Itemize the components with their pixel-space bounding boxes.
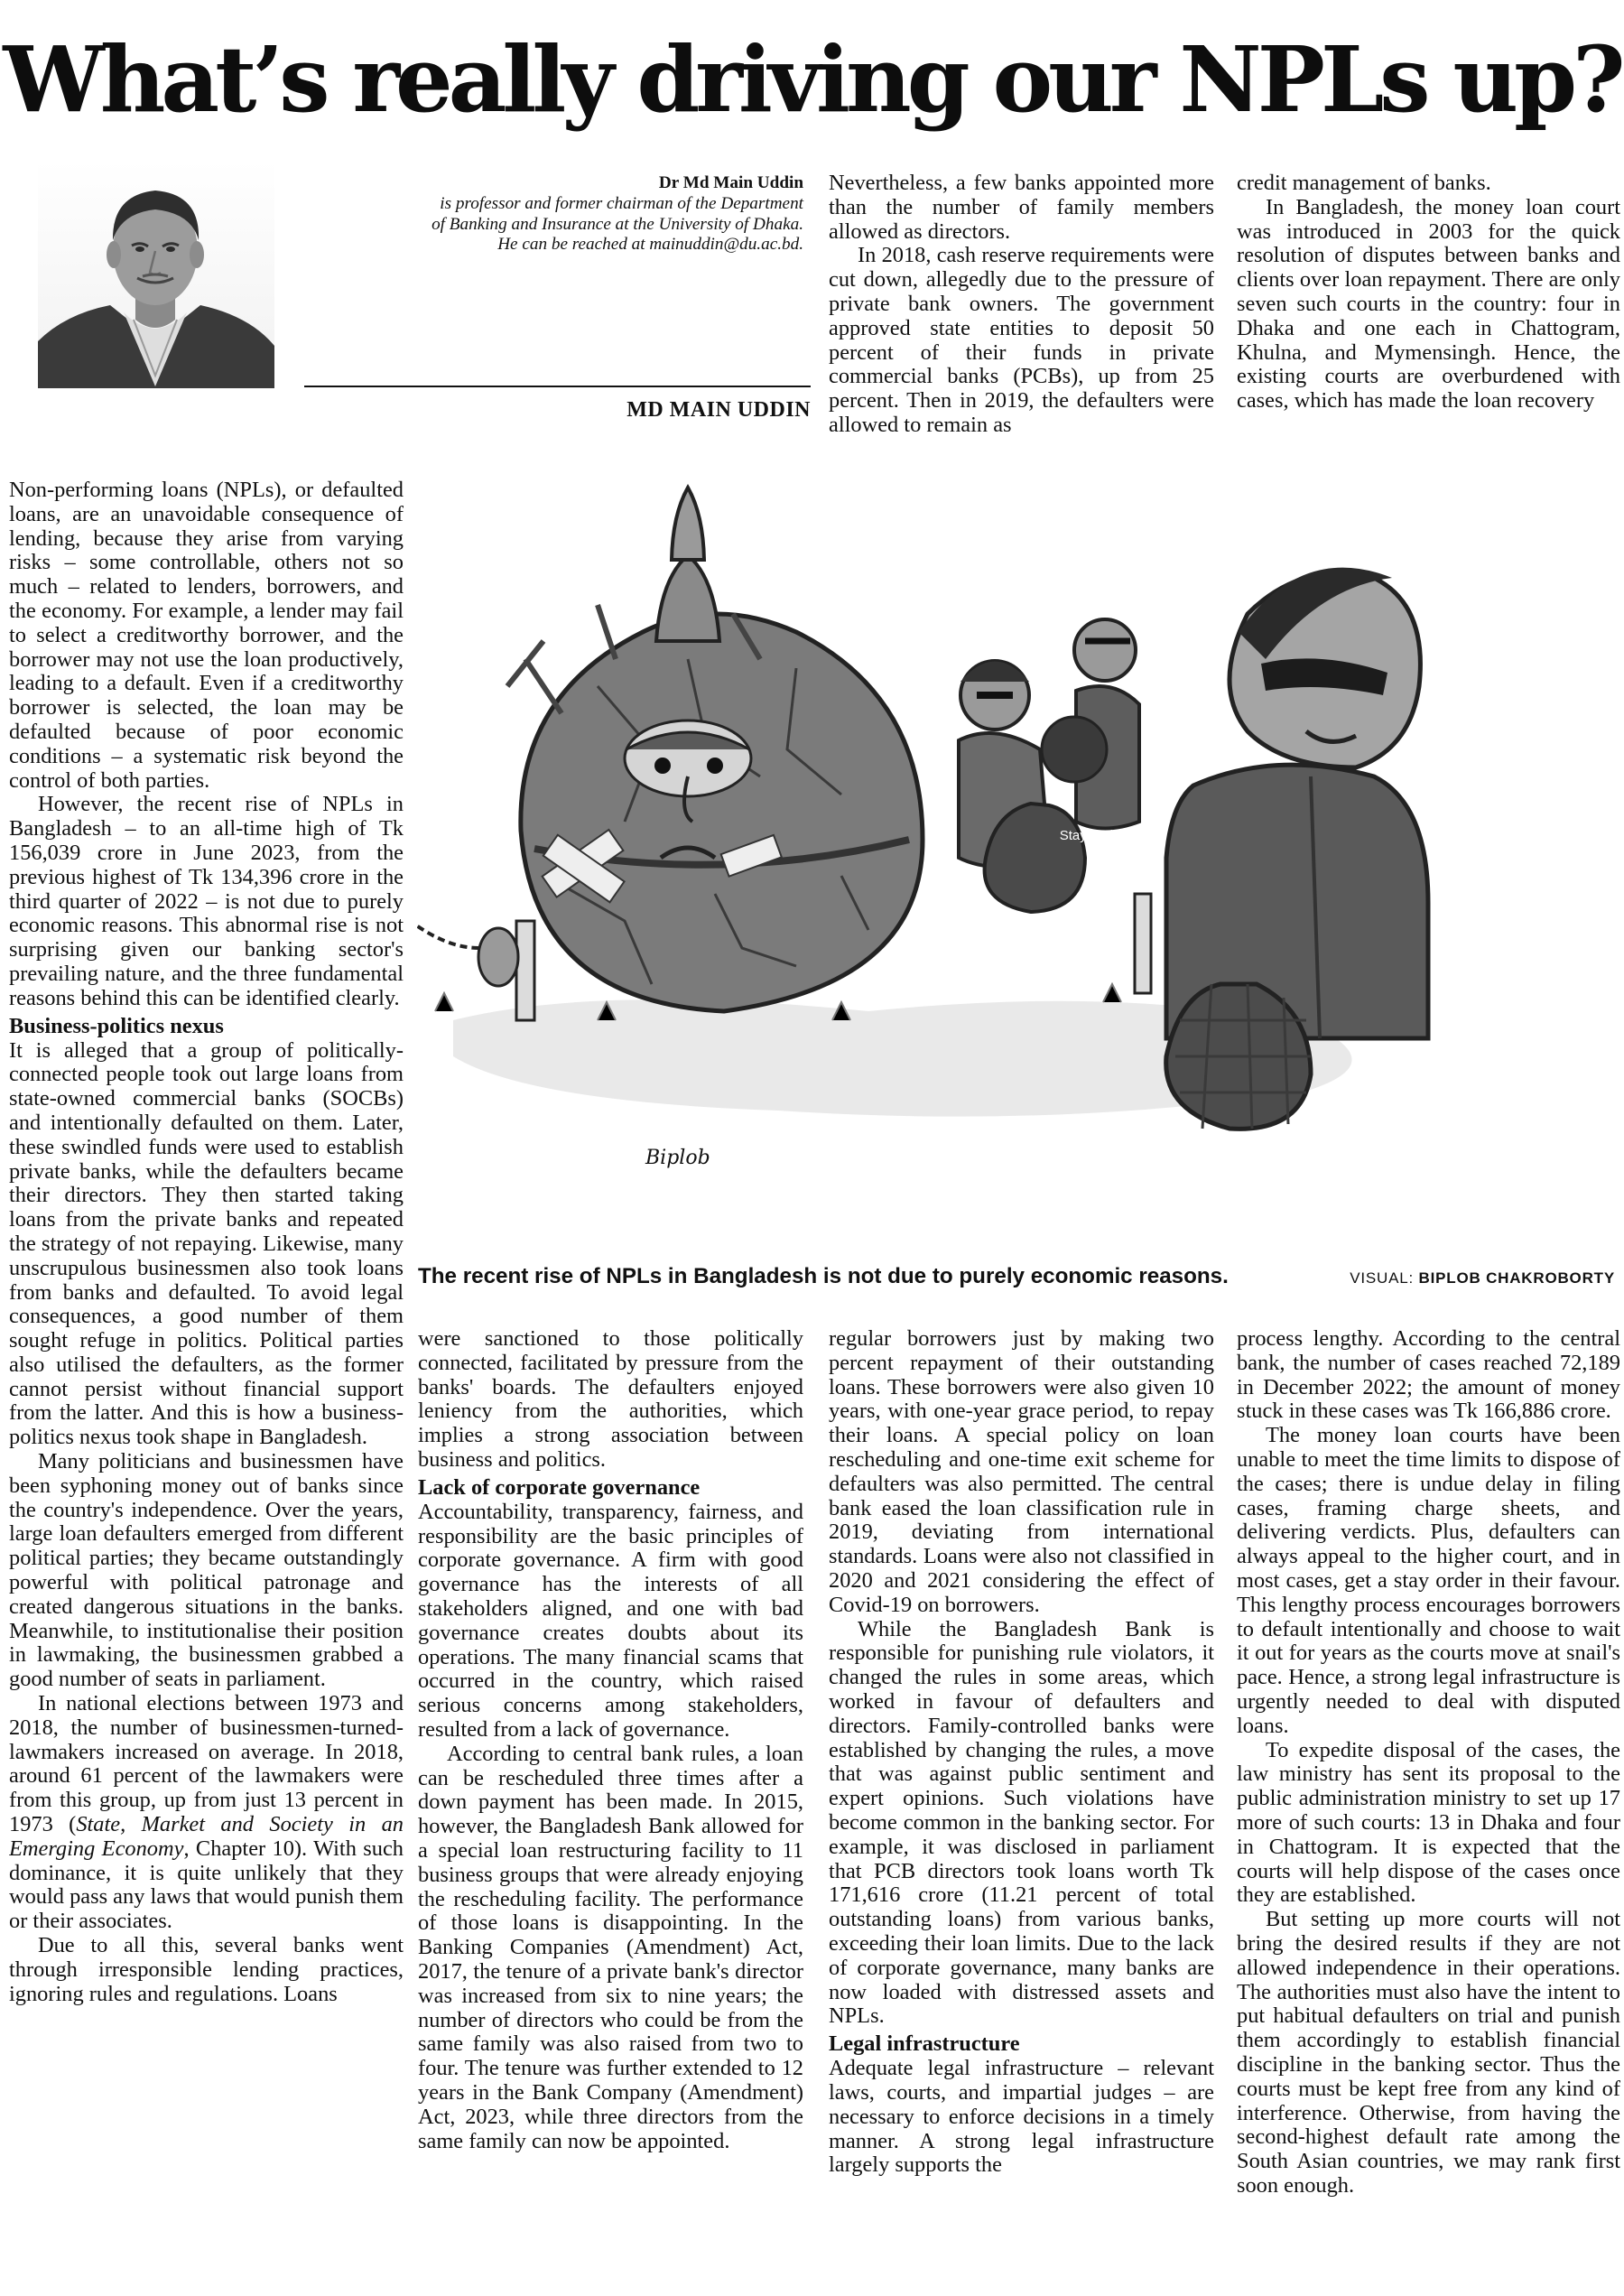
loan-defaulter-figure <box>1166 568 1428 1038</box>
artist-signature: Biplob <box>645 1147 710 1169</box>
illustration-caption: The recent rise of NPLs in Bangladesh is not due to purely economic reasons. <box>418 1264 1229 1288</box>
stay-order-figure <box>1042 619 1139 829</box>
label-stay-order: Stay Order <box>1059 828 1126 843</box>
author-bio <box>424 173 803 256</box>
col3-paragraph: While the Bangladesh Bank is responsible for punishing rule violators, it changed the rules in some areas, which worked in favour of defaulters and directors. Family-controlled banks were established by changing the rules, a move that was against public sentiment and expert opinions. Such violations have become common in the banking sector. For example, it was disclosed in parliament that PCB directors took loans worth Tk 171,616 crore (11.21 percent of total outstanding loans) from various banks, exceeding their loan limits. Due to the lack of corporate governance, many banks are now loaded with distressed assets and NPLs. <box>829 1616 1214 2029</box>
col4-paragraph: The money loan courts have been unable to meet the time limits to dispose of the cases; there is undue delay in filing cases, framing charge sheets, and delivering verdicts. Plus, defaulters can always appeal to the higher court, and in most cases, get a stay order in their favour. This lengthy process encourages borrowers to default intentionally and choose to wait it out for years as the courts move at snail's pace. Hence, a strong legal infrastructure is urgently needed to deal with disputed loans. <box>1237 1423 1620 1738</box>
col3-paragraph: In 2018, cash reserve requirements were cut down, allegedly due to the pressure of private bank owners. The government approved state entities to deposit 50 percent of their funds in private commercial banks (PCBs), up from 25 percent. Then in 2019, the defaulters were allowed to remain as <box>829 243 1214 437</box>
col2-paragraph: Accountability, transparency, fairness, and responsibility are the basic principles of corporate governance. A firm with good governance has the interests of all stakeholders aligned, and one with bad governance creates doubts about its operations. The many financial scams that occurred in the country, which raised serious concerns among stakeholders, resulted from a lack of governance. <box>418 1499 803 1742</box>
column-1 <box>9 479 404 2293</box>
col2-paragraph: were sanctioned to those politically connected, facilitated by pressure from the banks' boards. The defaulters enjoyed leniency from the authorities, which implies a strong association between business and politics. <box>418 1327 803 1472</box>
column-3-top <box>829 172 1214 453</box>
subhead-corporate-governance: Lack of corporate governance <box>418 1474 701 1500</box>
col1-paragraph: It is alleged that a group of politically-connected people took out large loans from state-owned commercial banks (SOCBs) and intentionally defaulted on them. Later, these swindled funds were used to establish private banks, while the defaulters became their directors. They then started taking loans from the private banks and repeated the strategy of not repaying. Likewise, many unscrupulous businessmen also took loans from banks and defaulted. To avoid legal consequences, a good number of them sought refuge in politics. Political parties also utilised the defaulters, as the former cannot persist without financial support from the latter. And this is how a business-politics nexus took shape in Bangladesh. <box>9 1037 404 1450</box>
loan-defaulter-sack <box>1166 984 1311 1129</box>
headline: What’s really driving our NPLs up? <box>3 26 1621 133</box>
col1-paragraph: Many politicians and businessmen have been syphoning money out of banks since the country's independence. Over the years, large loan defaulters emerged from different political parties; they became outstandingly powerful with political patronage and created dangerous situations in the banks. Meanwhile, to institutionalise their position in lawmaking, the businessmen grabbed a good number of seats in parliament. <box>9 1449 404 1692</box>
col2-paragraph: According to central bank rules, a loan can be rescheduled three times after a down payment has been made. In 2015, however, the Bangladesh Bank allowed for a special loan restructuring facility to 11 business groups that were already enjoying the rescheduling facility. The performance of those loans is disappointing. In the Banking Companies (Amendment) Act, 2017, the tenure of a private bank's director was increased from six to nine years; the number of directors who could be from the same family was also raised from two to four. The tenure was further extended to 12 years in the Bank Company (Amendment) Act, 2023, while three directors from the same family can now be appointed. <box>418 1741 803 2153</box>
subhead-business-politics: Business-politics nexus <box>9 1013 224 1038</box>
author-bio-name: Dr Md Main Uddin <box>658 173 803 192</box>
col3-paragraph: Adequate legal infrastructure – relevant laws, courts, and impartial judges – are necessary to enforce decisions in a timely manner. A strong legal infrastructure largely supports the <box>829 2056 1214 2178</box>
col1-paragraph: However, the recent rise of NPLs in Bangladesh – to an all-time high of Tk 156,039 crore in June 2023, from the previous highest of Tk 134,396 crore in the third quarter of 2022 – is not due to purely economic reasons. This abnormal rise is not surprising given our banking sector's prevailing nature, and the three fundamental reasons behind this can be identified clearly. <box>9 792 404 1010</box>
byline: MD MAIN UDDIN <box>626 398 811 422</box>
column-4-bottom <box>1237 1327 1620 2293</box>
col4-paragraph: process lengthy. According to the central bank, the number of cases reached 72,189 in December 2022; the amount of money stuck in these cases was Tk 166,886 crore. <box>1237 1327 1620 1424</box>
col3-paragraph: regular borrowers just by making two percent repayment of their outstanding loans. These borrowers were also given 10 years, with one-year grace period, to repay their loans. A special policy on loan rescheduling and one-time exit scheme for defaulters was also permitted. The central bank eased the loan classification rule in 2019, deviating from international standards. Loans were also not classified in 2020 and 2021 considering the effect of Covid-19 on borrowers. <box>829 1327 1214 1617</box>
illustration-credit: VISUAL: BIPLOB CHAKROBORTY <box>1350 1269 1615 1287</box>
column-3-bottom <box>829 1327 1214 2293</box>
author-photo <box>38 161 274 388</box>
book-title: State, Market and Society in an Emerging Economy <box>9 1812 404 1861</box>
col1-paragraph: Non-performing loans (NPLs), or defaulted loans, are an unavoidable consequence of lending, because they arise from varying risks – some controllable, others not so much – related to lenders, borrowers, and the economy. For example, a lender may fail to select a creditworthy borrower, and the borrower may not use the loan productively, leading to a default. Even if a creditworthy borrower is selected, the loan may be defaulted because of poor economic conditions – a systematic risk beyond the control of both parties. <box>9 479 404 793</box>
col1-paragraph: In national elections between 1973 and 2018, the number of businessmen-turned-lawmakers increased on average. In 2018, around 61 percent of the lawmakers were from this group, up from just 13 percent in 1973 (State, Market and Society in an Emerging Economy, Chapter 10). With such dominance, it is quite unlikely that they would pass any laws that would punish them or their associates. <box>9 1691 404 1934</box>
label-loan-rescheduled: Loan Reschueduled <box>998 962 1079 990</box>
byline-rule <box>304 386 811 387</box>
col4-paragraph: But setting up more courts will not bring the desired results if they are not allowed independence in their operations. The authorities must also have the intent to put habitual defaulters on trial and punish them accordingly to establish financial discipline in the banking sector. Thus the courts must be kept free from any kind of interference. Otherwise, from having the second-highest default rate among the South Asian countries, we may rank first soon enough. <box>1237 1907 1620 2198</box>
label-loan-defaulter: Loan Defaulter <box>1350 1131 1438 1180</box>
column-2 <box>418 1327 803 2293</box>
col1-paragraph: Due to all this, several banks went through irresponsible lending practices, ignoring rules and regulations. Loans <box>9 1933 404 2006</box>
column-4-top <box>1237 172 1620 453</box>
author-bio-text: is professor and former chairman of the Department of Banking and Insurance at the University of Dhaka. He can be reached at mainuddin@du.ac.bd. <box>432 193 803 255</box>
cracked-dome <box>507 488 923 1011</box>
rats <box>417 928 518 1000</box>
subhead-legal-infrastructure: Legal infrastructure <box>829 2031 1020 2057</box>
col4-paragraph: In Bangladesh, the money loan court was introduced in 2003 for the quick resolution of disputes between banks and clients over loan repayment. There are only seven such courts in the country: four in Dhaka and one each in Chattogram, Khulna, and Mymensingh. Hence, the existing courts are overburdened with cases, which has made the loan recovery <box>1237 194 1620 414</box>
col4-paragraph: To expedite disposal of the cases, the law ministry has sent its proposal to the public administration ministry to set up 17 more of such courts: 13 in Dhaka and four in Chattogram. It is expected that the courts will help dispose of the cases once they are established. <box>1237 1737 1620 1908</box>
col4-paragraph: credit management of banks. <box>1237 172 1491 195</box>
col3-paragraph: Nevertheless, a few banks appointed more than the number of family members allowed as directors. <box>829 172 1214 244</box>
